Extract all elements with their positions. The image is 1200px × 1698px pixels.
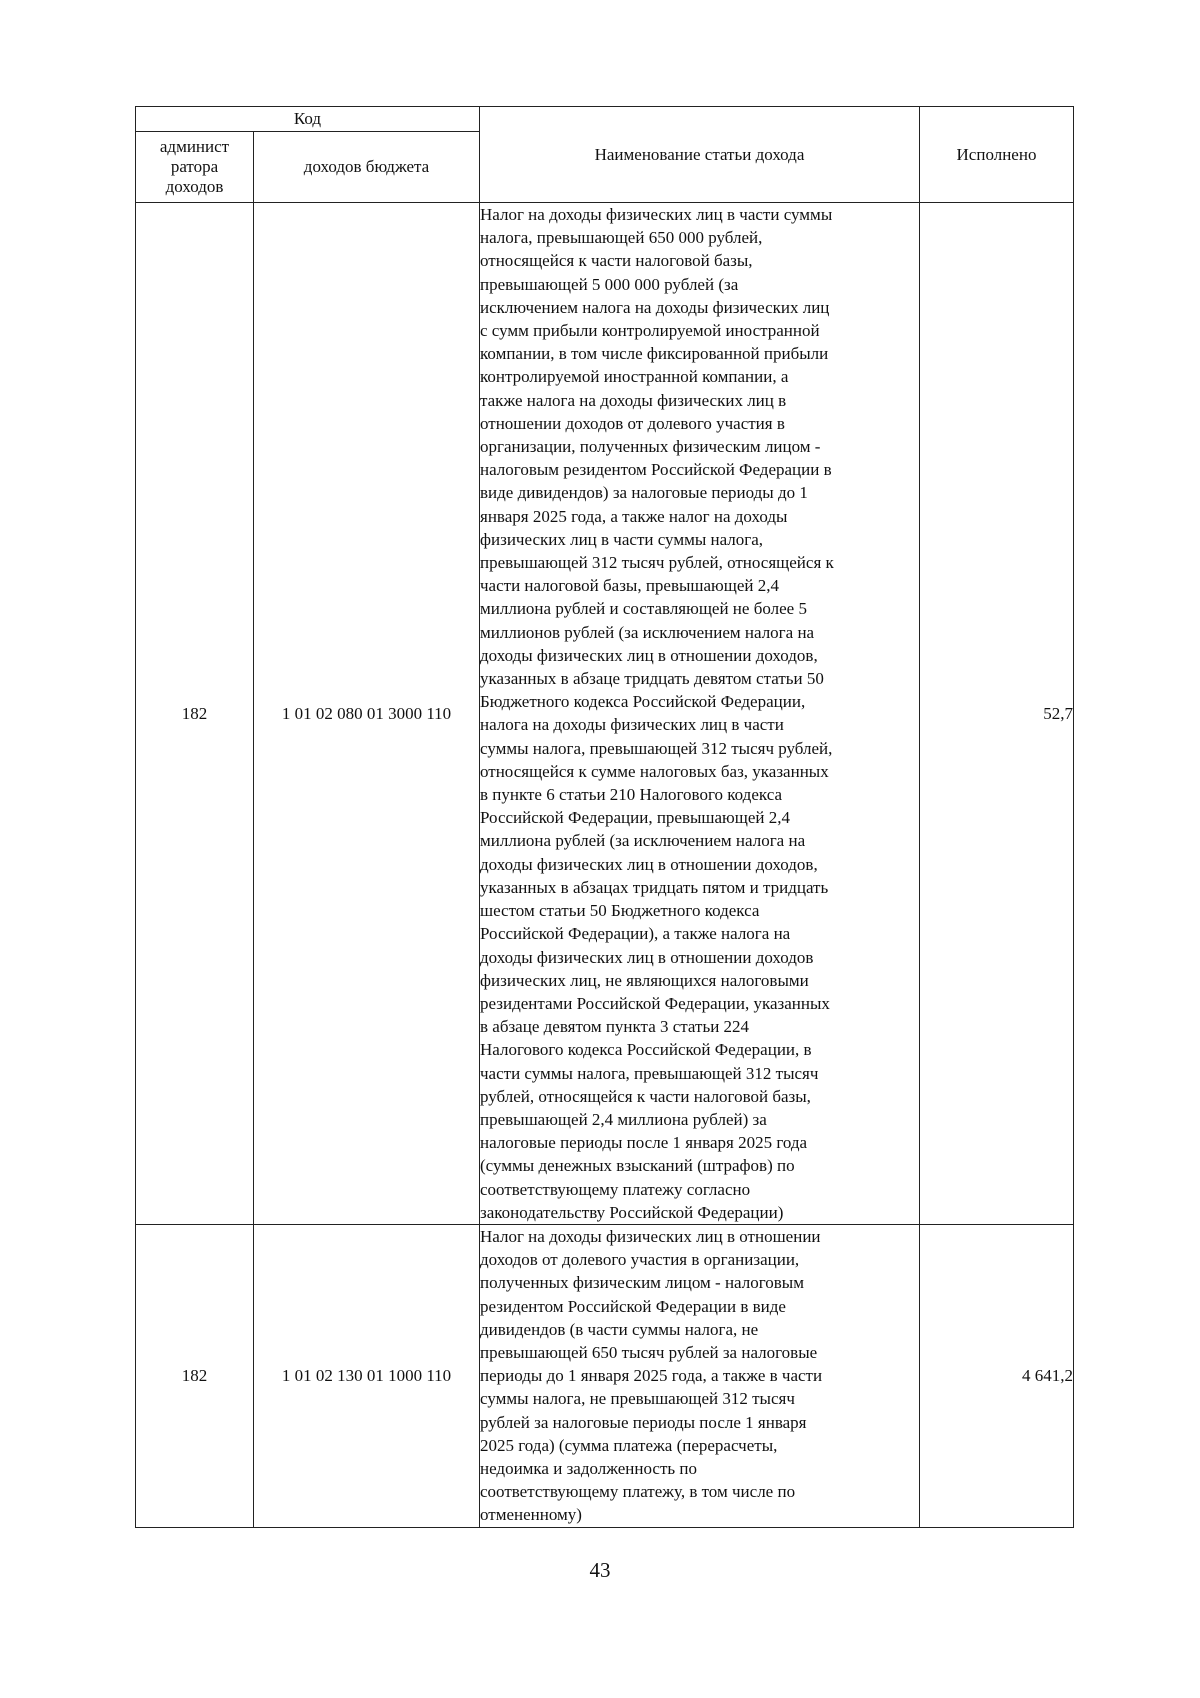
budget-code-cell: 1 01 02 080 01 3000 110: [254, 203, 480, 1225]
header-code-group: Код: [136, 107, 480, 132]
table-row: [136, 203, 1074, 1225]
description-cell: Налог на доходы физических лиц в части суммы налога, превышающей 650 000 рублей, относящейся к части налоговой базы, превышающей 5 000 000 рублей (за исключением налога на доходы физических лиц с сумм прибыли контролируемой иностранной компании, в том числе фиксированной прибыли контролируемой иностранной компании, а также налога на доходы физических лиц в отношении доходов от долевого участия в организации, полученных физическим лицом - налоговым резидентом Российской Федерации в виде дивидендов) за налоговые периоды до 1 января 2025 года, а также налог на доходы физических лиц в части суммы налога, превышающей 312 тысяч рублей, относящейся к части налоговой базы, превышающей 2,4 миллиона рублей и составляющей не более 5 миллионов рублей (за исключением налога на доходы физических лиц в отношении доходов, указанных в абзаце тридцать девятом статьи 50 Бюджетного кодекса Российской Федерации, налога на доходы физических лиц в части суммы налога, превышающей 312 тысяч рублей, относящейся к сумме налоговых баз, указанных в пункте 6 статьи 210 Налогового кодекса Российской Федерации, превышающей 2,4 миллиона рублей (за исключением налога на доходы физических лиц в отношении доходов, указанных в абзацах тридцать пятом и тридцать шестом статьи 50 Бюджетного кодекса Российской Федерации), а также налога на доходы физических лиц в отношении доходов физических лиц, не являющихся налоговыми резидентами Российской Федерации, указанных в абзаце девятом пункта 3 статьи 224 Налогового кодекса Российской Федерации, в части суммы налога, превышающей 312 тысяч рублей, относящейся к части налоговой базы, превышающей 2,4 миллиона рублей) за налоговые периоды после 1 января 2025 года (суммы денежных взысканий (штрафов) по соответствующему платежу согласно законодательству Российской Федерации): [480, 203, 920, 1225]
budget-code-cell: 1 01 02 130 01 1000 110: [254, 1224, 480, 1527]
admin-code-cell: 182: [136, 203, 254, 1225]
table-row: [136, 1224, 1074, 1527]
amount-cell: 4 641,2: [920, 1224, 1074, 1527]
amount-cell: 52,7: [920, 203, 1074, 1225]
header-admin-column: [136, 132, 254, 203]
admin-code-cell: 182: [136, 1224, 254, 1527]
description-cell: Налог на доходы физических лиц в отношении доходов от долевого участия в организации, полученных физическим лицом - налоговым резидентом Российской Федерации в виде дивидендов (в части суммы налога, не превышающей 650 тысяч рублей за налоговые периоды до 1 января 2025 года, а также в части суммы налога, не превышающей 312 тысяч рублей за налоговые периоды после 1 января 2025 года) (сумма платежа (перерасчеты, недоимка и задолженность по соответствующему платежу, в том числе по отмененному): [480, 1224, 920, 1527]
revenue-table: [135, 106, 1074, 1528]
header-name-column: Наименование статьи дохода: [480, 107, 920, 203]
page-number: 43: [589, 1558, 611, 1582]
header-executed-column: Исполнено: [920, 107, 1074, 203]
header-admin-line-2: ратора: [170, 157, 219, 176]
header-row-top: [136, 107, 1074, 132]
header-admin-line-1: админист: [159, 137, 230, 156]
header-budget-column: доходов бюджета: [254, 132, 480, 203]
header-admin-line-3: доходов: [165, 177, 224, 196]
